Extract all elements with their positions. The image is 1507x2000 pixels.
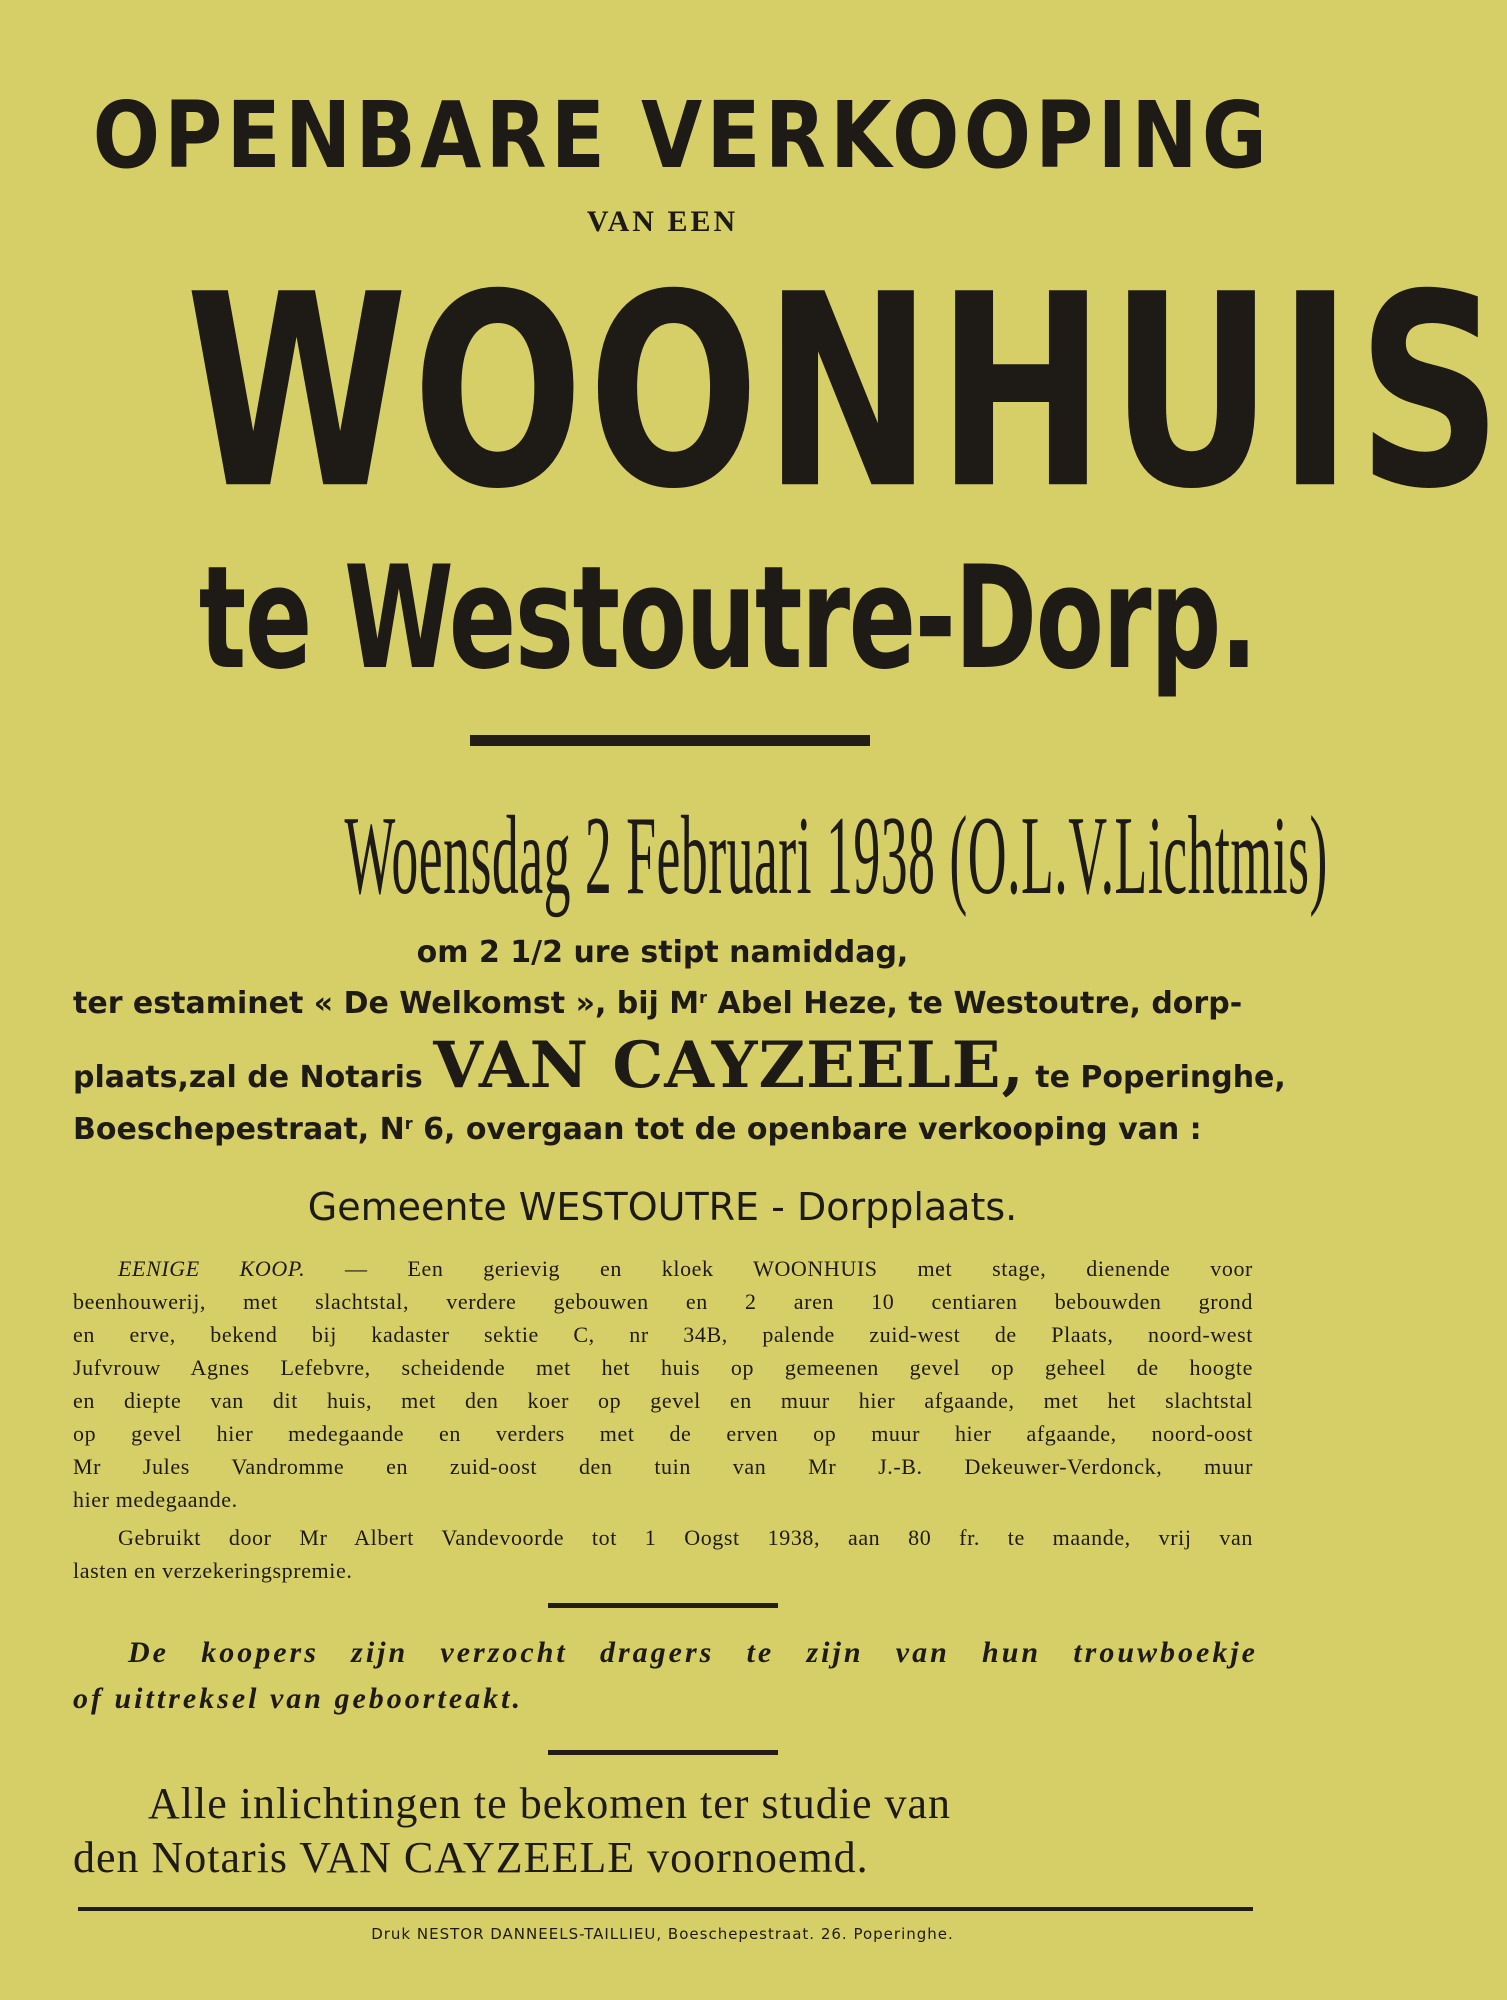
superscript: r	[404, 1114, 413, 1133]
intro-text: plaats,zal de Notaris	[73, 1060, 434, 1095]
auction-date: Woensdag 2 Februari 1938 (O.L.V.Lichtmis)	[344, 794, 1328, 918]
description-line: op gevel hier medegaande en verders met de erven op muur hier afgaande, noord-oost	[73, 1421, 1253, 1446]
municipality-heading: Gemeente WESTOUTRE - Dorpplaats.	[307, 1185, 1018, 1229]
description-text: — Een gerievig en kloek WOONHUIS met stage, dienende voor	[305, 1256, 1253, 1281]
superscript: r	[699, 988, 708, 1007]
description-line: beenhouwerij, met slachtstal, verdere gebouwen en 2 aren 10 centiaren bebouwden grond	[73, 1289, 1253, 1314]
subheadline: VAN EEN	[586, 205, 739, 238]
intro-text: Abel Heze, te Westoutre, dorp-	[707, 986, 1243, 1021]
buyer-notice-line: De koopers zijn verzocht dragers te zijn van hun trouwboekje	[128, 1636, 1258, 1669]
buyer-notice-line: of uittreksel van geboorteakt.	[73, 1682, 523, 1715]
description-line: en erve, bekend bij kadaster sektie C, nr 34B, palende zuid-west de Plaats, noord-west	[73, 1322, 1253, 1347]
intro-text: te Poperinghe,	[1024, 1060, 1286, 1095]
lot-label: EENIGE KOOP.	[118, 1256, 306, 1281]
description-line: hier medegaande.	[73, 1487, 238, 1512]
intro-line-1	[73, 986, 1253, 1021]
intro-line-2	[73, 1028, 1286, 1103]
divider-rule	[78, 1907, 1253, 1911]
intro-text: ter estaminet « De Welkomst », bij M	[73, 986, 700, 1021]
intro-text: 6, overgaan tot de openbare verkooping van :	[412, 1112, 1202, 1147]
info-line: den Notaris VAN CAYZEELE voornoemd.	[73, 1833, 869, 1882]
intro-line-3	[73, 1112, 1253, 1147]
description-line: en diepte van dit huis, met den koer op gevel en muur hier afgaande, met het slachtstal	[73, 1388, 1253, 1413]
description-line: Mr Jules Vandromme en zuid-oost den tuin van Mr J.-B. Dekeuwer-Verdonck, muur	[73, 1454, 1253, 1479]
notary-name: VAN CAYZEELE,	[433, 1028, 1025, 1103]
intro-text: Boeschepestraat, N	[73, 1112, 405, 1147]
main-title: WOONHUIS	[185, 238, 1507, 548]
description-line: Jufvrouw Agnes Lefebvre, scheidende met het huis op gemeenen gevel op geheel de hoogte	[73, 1355, 1253, 1380]
auction-time: om 2 1/2 ure stipt namiddag,	[416, 935, 909, 970]
usage-line: lasten en verzekeringspremie.	[73, 1558, 353, 1583]
printer-imprint: Druk NESTOR DANNEELS-TAILLIEU, Boeschepestraat. 26. Poperinghe.	[371, 1925, 954, 1943]
divider-rule	[548, 1603, 778, 1608]
usage-line: Gebruikt door Mr Albert Vandevoorde tot 1 Oogst 1938, aan 80 fr. te maande, vrij van	[118, 1525, 1253, 1550]
info-line: Alle inlichtingen te bekomen ter studie van	[148, 1779, 952, 1828]
divider-rule	[470, 735, 870, 746]
location-title: te Westoutre-Dorp.	[198, 536, 1257, 701]
description-line	[118, 1252, 1253, 1285]
headline: OPENBARE VERKOOPING	[92, 82, 1272, 189]
divider-rule	[548, 1750, 778, 1755]
